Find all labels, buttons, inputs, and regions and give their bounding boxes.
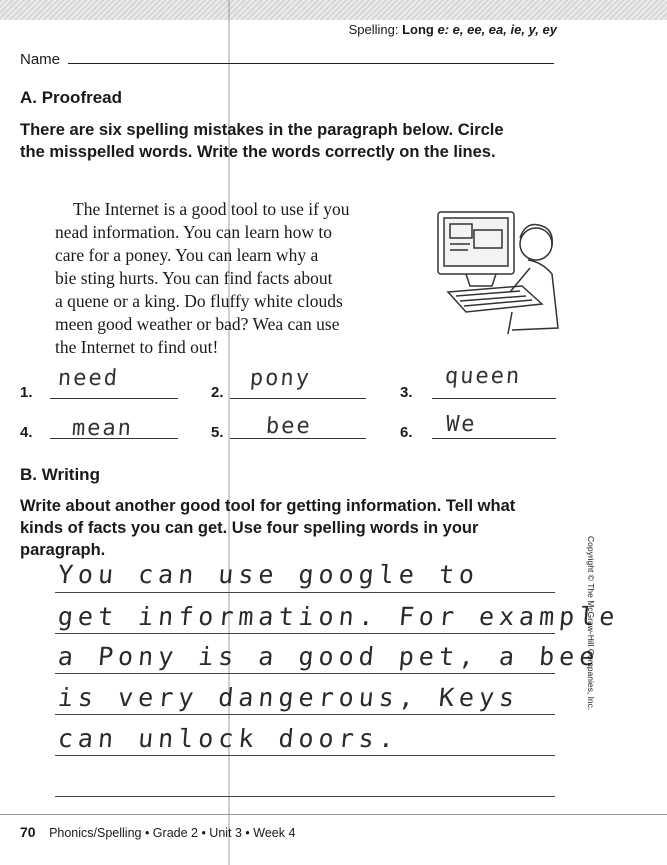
name-label: Name [20, 51, 61, 68]
answer-line [432, 398, 556, 399]
writing-line [55, 592, 555, 593]
footer-text: Phonics/Spelling • Grade 2 • Unit 3 • Week 4 [49, 826, 296, 840]
answer-line [230, 398, 366, 399]
paragraph-line: bie sting hurts. You can find facts about [55, 268, 333, 288]
answer-line [50, 398, 178, 399]
answer-handwriting[interactable]: mean [71, 416, 134, 441]
answer-number: 2. [211, 384, 224, 401]
answer-number: 1. [20, 384, 33, 401]
paragraph-line: the Internet to find out! [55, 337, 219, 357]
child-head [520, 228, 552, 260]
answer-handwriting[interactable]: queen [444, 364, 523, 389]
answer-handwriting[interactable]: We [445, 412, 478, 437]
child-computer-illustration [430, 200, 565, 335]
writing-line [55, 673, 555, 674]
answer-handwriting[interactable]: need [57, 366, 120, 391]
scan-edge-shading [0, 0, 667, 20]
answer-number: 5. [211, 424, 224, 441]
answer-handwriting[interactable]: pony [249, 366, 312, 391]
writing-line [55, 755, 555, 756]
handwriting-line[interactable]: can unlock doors. [56, 724, 401, 753]
copyright-notice: Copyright © The McGraw-Hill Companies, Inc. [586, 536, 596, 711]
paragraph-line: meen good weather or bad? Wea can use [55, 314, 340, 334]
handwriting-line[interactable]: a Pony is a good pet, a bee [56, 642, 601, 671]
answer-number: 3. [400, 384, 413, 401]
answer-number: 4. [20, 424, 33, 441]
page-footer [20, 824, 295, 840]
handwriting-line[interactable]: is very dangerous, Keys [56, 683, 521, 712]
answer-line [432, 438, 556, 439]
writing-line [55, 633, 555, 634]
paragraph-line: The Internet is a good tool to use if you [73, 199, 350, 219]
paragraph-line: a quene or a king. Do fluffy white clouds [55, 291, 343, 311]
paragraph-line: care for a poney. You can learn why a [55, 245, 319, 265]
writing-line [55, 714, 555, 715]
section-a-title: A. Proofread [20, 88, 123, 107]
writing-line [55, 796, 555, 797]
proofread-paragraph [55, 198, 425, 359]
section-b-instructions: Write about another good tool for getting information. Tell what kinds of facts you can get. Use four spelling words in your paragraph. [20, 497, 516, 559]
section-b-title: B. Writing [20, 465, 100, 484]
handwriting-line[interactable]: You can use google to [56, 560, 481, 589]
paragraph-line: nead information. You can learn how to [55, 222, 333, 242]
page-number: 70 [20, 824, 36, 840]
answer-number: 6. [400, 424, 413, 441]
name-field[interactable] [68, 63, 554, 64]
footer-divider [0, 814, 667, 815]
answer-handwriting[interactable]: bee [265, 414, 313, 439]
section-a-instructions: There are six spelling mistakes in the paragraph below. Circle the misspelled words. Write the words correctly on the lines. [20, 121, 504, 161]
handwriting-line[interactable]: get information. For example [56, 602, 621, 631]
worksheet-header: Spelling: Long e: e, ee, ea, ie, y, ey [348, 22, 557, 37]
